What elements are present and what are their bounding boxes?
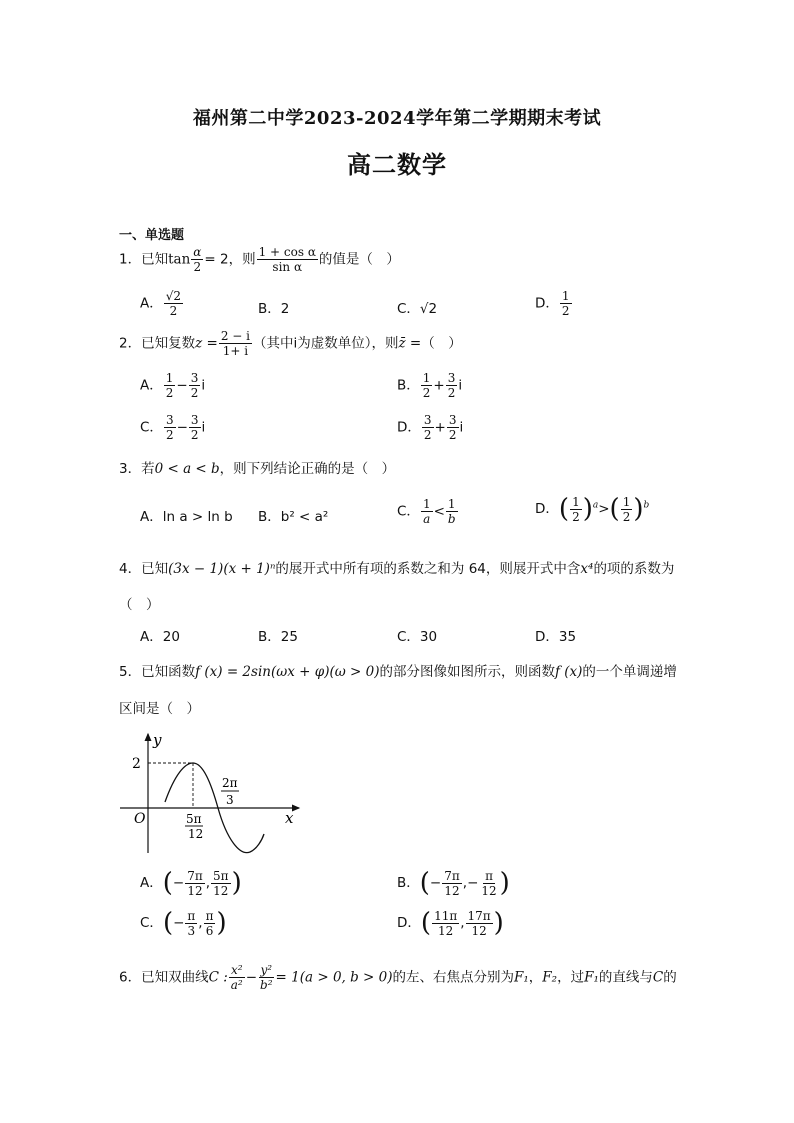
q3-option-b: B．b² < a²: [258, 509, 329, 525]
question-5-stem-cont: 区间是（ ）: [119, 701, 200, 717]
tick-2pi-3-num: 2π: [222, 776, 238, 790]
q5-option-a: A．(− $\frac{7\pi}{12}$ , $\frac{5\pi}{12}$ ): [140, 868, 242, 898]
y-axis-label: y: [153, 731, 162, 749]
q3-option-c: C． $\frac{1}{a}$ < $\frac{1}{b}$: [397, 497, 456, 526]
max-value-label: 2: [132, 756, 141, 772]
q2-option-b: B． $\frac{1}{2}$ + $\frac{3}{2}$ i: [397, 371, 463, 400]
question-3-stem: 3．若0 < a < b，则下列结论正确的是（ ）: [119, 461, 396, 477]
question-2-stem: 2．已知复数z = $\frac{2 - i}{1+ i}$ （其中i为虚数单位），则z̄ =（ ）: [119, 329, 462, 358]
question-5-stem: 5．已知函数f (x) = 2sin(ωx + φ)(ω > 0)的部分图像如图所示，则函数f (x)的一个单调递增: [119, 664, 677, 680]
exam-title: 福州第二中学2023-2024学年第二学期期末考试: [192, 108, 602, 129]
q4-option-b: B．25: [258, 629, 298, 645]
tick-5pi-12-num: 5π: [186, 812, 202, 826]
q2-option-a: A． $\frac{1}{2}$ − $\frac{3}{2}$ i: [140, 371, 206, 400]
q3-option-a: A．ln a > ln b: [140, 509, 233, 525]
subject-title: 高二数学: [347, 150, 447, 179]
origin-label: O: [134, 811, 146, 827]
tick-5pi-12-den: 12: [188, 827, 204, 841]
q4-option-a: A．20: [140, 629, 180, 645]
x-axis-label: x: [285, 809, 294, 827]
q1-option-b: B．2: [258, 301, 290, 317]
section-heading: 一、单选题: [119, 228, 185, 243]
q2-option-d: D． $\frac{3}{2}$ + $\frac{3}{2}$ i: [397, 413, 464, 442]
q3-option-d: D．( $\frac{1}{2}$ )$^a$>( $\frac{1}{2}$ )$^b$: [535, 494, 650, 524]
q5-option-c: C．(− $\frac{\pi}{3}$ , $\frac{\pi}{6}$ ): [140, 908, 227, 938]
question-4-paren: （ ）: [119, 597, 160, 613]
q2-option-c: C． $\frac{3}{2}$ − $\frac{3}{2}$ i: [140, 413, 206, 442]
q4-option-c: C．30: [397, 629, 438, 645]
q5-option-d: D．( $\frac{11\pi}{12}$ , $\frac{17\pi}{12}$ ): [397, 908, 504, 938]
question-1-stem: 1．已知tan $\frac{\alpha}{2}$ = 2，则 $\frac{\text{1 + cos α}}{\text{sin α}}$ 的值是（ ）: [119, 245, 400, 274]
tick-2pi-3-den: 3: [226, 793, 234, 807]
q4-option-d: D．35: [535, 629, 577, 645]
q5-option-b: B．(− $\frac{7\pi}{12}$ ,− $\frac{\pi}{12}$ ): [397, 868, 510, 898]
q1-option-c: C．√2: [397, 301, 438, 317]
question-6-stem: 6．已知双曲线C : $\frac{\text{x²}}{\text{a²}}$ − $\frac{\text{y²}}{\text{b²}}$ = 1(a > 0, b > 0)的左、右焦点分别为F₁，F₂，过F₁的直线与C的: [119, 963, 677, 992]
sine-graph: [115, 728, 310, 860]
question-4-stem: 4．已知(3x − 1)(x + 1)ⁿ的展开式中所有项的系数之和为 64，则展开式中含x⁴的项的系数为: [119, 561, 675, 577]
q1-option-a: A． $\frac{√2}{2}$: [140, 289, 182, 318]
q1-option-d: D． $\frac{1}{2}$: [535, 289, 570, 318]
